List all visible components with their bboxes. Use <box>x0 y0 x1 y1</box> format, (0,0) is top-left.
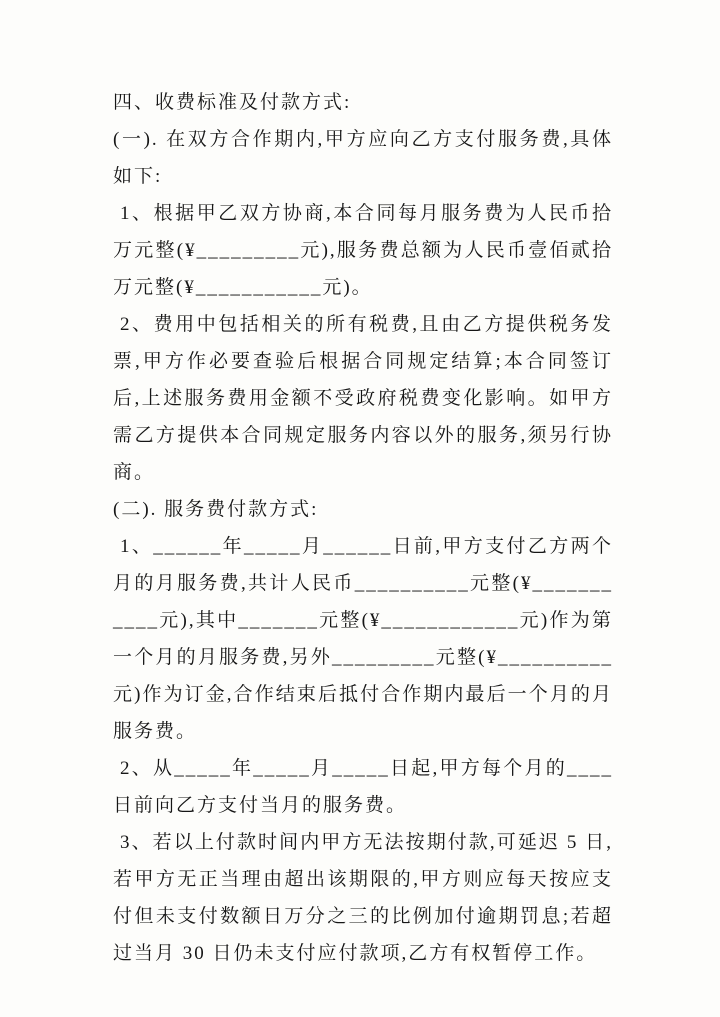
clause-one-item-1: 1、根据甲乙双方协商,本合同每月服务费为人民币拾万元整(¥_________元),服务费总额为人民币壹佰贰拾万元整(¥___________元)。 <box>113 203 613 298</box>
clause-two-heading: (二). 服务费付款方式: <box>113 499 319 520</box>
clause-one-intro: (一). 在双方合作期内,甲方应向乙方支付服务费,具体如下: <box>113 129 613 187</box>
section-heading: 四、收费标准及付款方式: <box>113 92 352 113</box>
clause-two-item-2: 2、从_____年_____月_____日起,甲方每个月的____日前向乙方支付当月的服务费。 <box>113 758 613 816</box>
clause-two-item-1: 1、______年_____月______日前,甲方支付乙方两个月的月服务费,共计人民币__________元整(¥___________元),其中_______元整(¥____________元)作为第一个月的月服务费,另外_________元整(¥__________元)作为订金,合作结束后抵付合作期内最后一个月的月服务费。 <box>113 536 613 742</box>
clause-two-item-3: 3、若以上付款时间内甲方无法按期付款,可延迟 5 日,若甲方无正当理由超出该期限的,甲方则应每天按应支付但未支付数额日万分之三的比例加付逾期罚息;若超过当月 30 日仍未支付应付款项,乙方有权暂停工作。 <box>113 832 613 964</box>
clause-one-item-2: 2、费用中包括相关的所有税费,且由乙方提供税务发票,甲方作必要查验后根据合同规定结算;本合同签订后,上述服务费用金额不受政府税费变化影响。如甲方需乙方提供本合同规定服务内容以外的服务,须另行协商。 <box>113 314 613 483</box>
